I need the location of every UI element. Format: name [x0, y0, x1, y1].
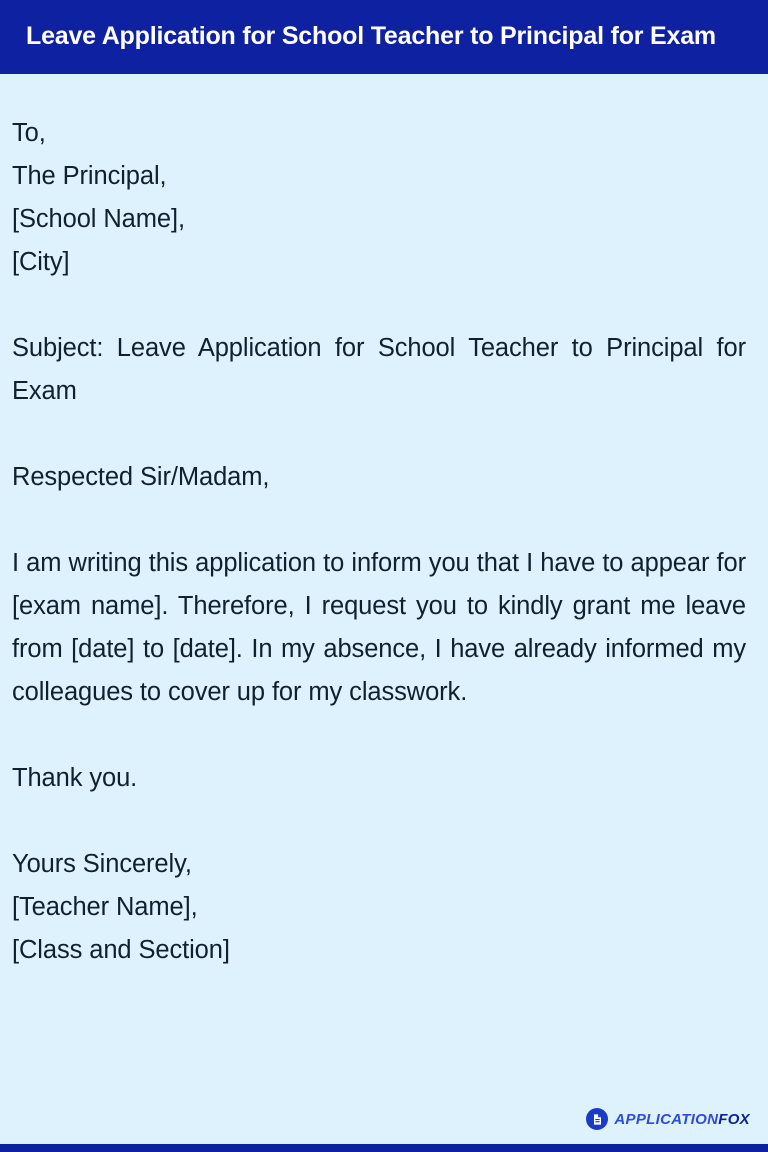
- closing-block: [12, 843, 756, 972]
- address-line-to: To,: [12, 119, 46, 147]
- address-line-principal: The Principal,: [12, 162, 167, 190]
- address-block: [12, 112, 756, 284]
- document-circle-icon: [586, 1108, 608, 1130]
- address-line-city: [City]: [12, 248, 70, 276]
- salutation: Respected Sir/Madam,: [12, 463, 270, 491]
- brand-logo-text: [614, 1112, 750, 1127]
- brand-logo-text-secondary: FOX: [718, 1110, 750, 1128]
- thank-you-line: Thank you.: [12, 764, 138, 792]
- header-banner: [0, 0, 768, 74]
- brand-logo: [586, 1108, 750, 1130]
- bottom-rule: [0, 1144, 768, 1152]
- body-paragraph: I am writing this application to inform you that I have to appear for [exam name]. Therefore, I request you to kindly grant me leave from [date] to [date]. In my absence, I have already informed my colleagues to cover up for my classwork.: [12, 549, 746, 706]
- letter-content: [0, 74, 768, 1152]
- brand-logo-text-primary: APPLICATION: [614, 1110, 719, 1128]
- subject-line: Subject: Leave Application for School Teacher to Principal for Exam: [12, 334, 746, 405]
- closing-line-teacher-name: [Teacher Name],: [12, 893, 198, 921]
- closing-line-class-section: [Class and Section]: [12, 936, 230, 964]
- address-line-school: [School Name],: [12, 205, 185, 233]
- closing-line-sincerely: Yours Sincerely,: [12, 850, 192, 878]
- page-title: Leave Application for School Teacher to Principal for Exam: [26, 22, 716, 51]
